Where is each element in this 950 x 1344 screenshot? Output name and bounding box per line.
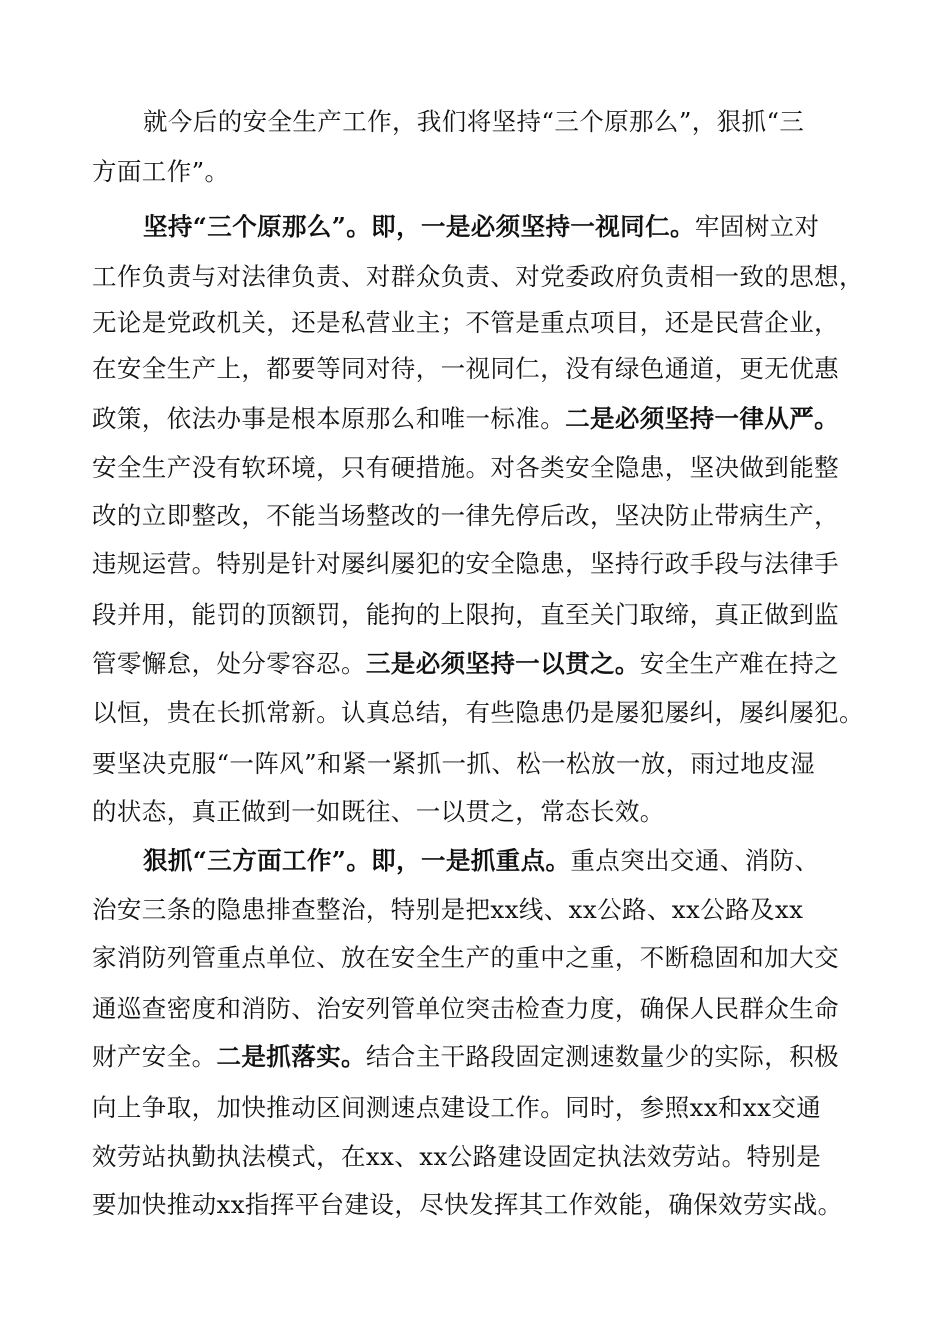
text-line	[92, 489, 862, 543]
text-line	[143, 95, 862, 149]
text-run: 在安全生产上，都要等同对待，一视同仁，没有绿色通道，更无优惠	[92, 354, 839, 383]
text-line	[92, 342, 862, 396]
text-line	[92, 145, 862, 199]
text-run: 工作负责与对法律负责、对群众负责、对党委政府负责相一致的思想，	[92, 262, 864, 291]
text-run: 以恒，贵在长抓常新。认真总结，有些隐患仍是屡犯屡纠，屡纠屡犯。	[92, 698, 864, 727]
bold-heading-run: 二是必须坚持一律从严。	[565, 404, 840, 433]
text-line	[92, 737, 862, 791]
text-run: 安全生产没有软环境，只有硬措施。对各类安全隐患，坚决做到能整	[92, 453, 839, 482]
bold-heading-run: 二是抓落实。	[216, 1042, 366, 1071]
text-run: 通巡查密度和消防、治安列管单位突击检查力度，确保人民群众生命	[92, 994, 839, 1023]
text-run: 治安三条的隐患排查整治，特别是把xx线、xx公路、xx公路及xx	[92, 895, 804, 924]
text-run: 要加快推动xx指挥平台建设，尽快发挥其工作效能，确保效劳实战。	[92, 1190, 843, 1219]
text-run: 牢固树立对	[694, 212, 820, 241]
text-run: 效劳站执勤执法模式，在xx、xx公路建设固定执法效劳站。特别是	[92, 1142, 822, 1171]
text-line	[143, 200, 862, 254]
bold-heading-run: 狠抓“三方面工作”。即，一是抓重点。	[143, 846, 571, 875]
text-run: 违规运营。特别是针对屡纠屡犯的安全隐患，坚持行政手段与法律手	[92, 549, 839, 578]
text-run: 安全生产难在持之	[639, 649, 840, 678]
text-run: 结合主干路段固定测速数量少的实际，积极	[365, 1042, 840, 1071]
text-line	[92, 637, 862, 691]
text-run: 管零懈怠，处分零容忍。	[92, 649, 366, 678]
text-line	[92, 883, 862, 937]
text-run: 政策，依法办事是根本原那么和唯一标准。	[92, 404, 566, 433]
text-run: 段并用，能罚的顶额罚，能拘的上限拘，直至关门取缔，真正做到监	[92, 600, 839, 629]
bold-heading-run: 三是必须坚持一以贯之。	[365, 649, 640, 678]
text-line	[92, 1081, 862, 1135]
text-run: 重点突出交通、消防、	[570, 846, 820, 875]
text-run: 就今后的安全生产工作，我们将坚持“三个原那么”，狠抓“三	[143, 107, 805, 136]
text-line	[92, 537, 862, 591]
text-line	[92, 1030, 862, 1084]
text-line	[92, 441, 862, 495]
text-run: 的状态，真正做到一如既往、一以贯之，常态长效。	[92, 797, 665, 826]
text-line	[143, 834, 862, 888]
text-line	[92, 982, 862, 1036]
text-run: 要坚决克服“一阵风”和紧一紧抓一抓、松一松放一放，雨过地皮湿	[92, 749, 816, 778]
text-run: 财产安全。	[92, 1042, 217, 1071]
text-run: 方面工作”。	[92, 157, 230, 186]
text-line	[92, 1130, 862, 1184]
text-run: 家消防列管重点单位、放在安全生产的重中之重，不断稳固和加大交	[92, 943, 839, 972]
text-run: 向上争取，加快推动区间测速点建设工作。同时，参照xx和xx交通	[92, 1093, 822, 1122]
text-line	[92, 1178, 862, 1232]
text-run: 改的立即整改，不能当场整改的一律先停后改，坚决防止带病生产，	[92, 501, 839, 530]
text-line	[92, 588, 862, 642]
text-line	[92, 785, 862, 839]
text-line	[92, 931, 862, 985]
text-line	[92, 392, 862, 446]
bold-heading-run: 坚持“三个原那么”。即，一是必须坚持一视同仁。	[143, 212, 695, 241]
text-run: 无论是党政机关，还是私营业主；不管是重点项目，还是民营企业，	[92, 308, 839, 337]
text-line	[92, 686, 862, 740]
